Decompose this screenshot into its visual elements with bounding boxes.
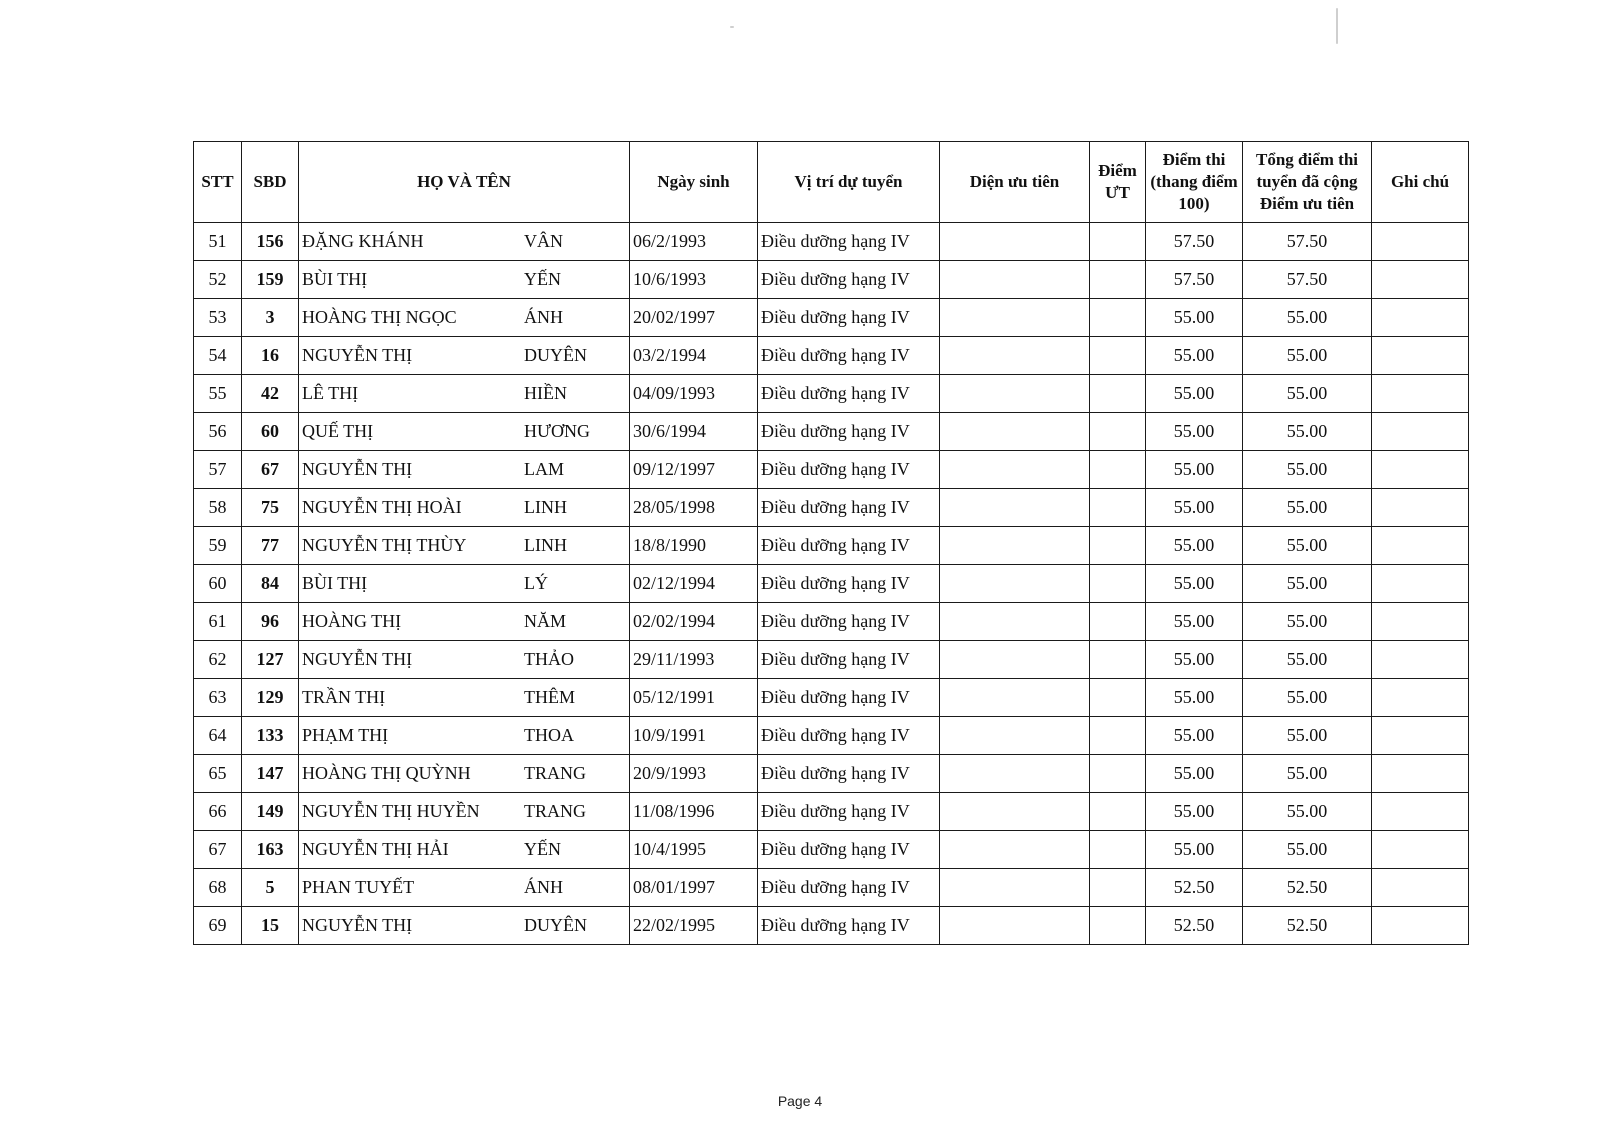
cell-sbd: 127 <box>242 641 299 679</box>
cell-ngay-sinh: 11/08/1996 <box>630 793 758 831</box>
cell-stt: 54 <box>194 337 242 375</box>
cell-sbd: 84 <box>242 565 299 603</box>
cell-diem-ut <box>1090 869 1146 907</box>
cell-ho: TRẦN THỊ <box>302 687 386 707</box>
cell-ho: NGUYỄN THỊ <box>302 649 413 669</box>
cell-tong-diem: 55.00 <box>1243 375 1372 413</box>
cell-stt: 60 <box>194 565 242 603</box>
cell-ten: THẢO <box>524 649 574 669</box>
cell-ho: HOÀNG THỊ <box>302 611 402 631</box>
cell-ngay-sinh: 18/8/1990 <box>630 527 758 565</box>
cell-diem-thi: 55.00 <box>1146 679 1243 717</box>
table-row <box>194 489 1469 527</box>
cell-ghi-chu <box>1372 869 1469 907</box>
cell-ho: QUẾ THỊ <box>302 421 374 441</box>
cell-tong-diem: 52.50 <box>1243 869 1372 907</box>
cell-diem-thi: 55.00 <box>1146 831 1243 869</box>
table-row <box>194 603 1469 641</box>
table-row <box>194 755 1469 793</box>
cell-stt: 66 <box>194 793 242 831</box>
cell-diem-thi: 55.00 <box>1146 717 1243 755</box>
table-row <box>194 223 1469 261</box>
cell-diem-thi: 55.00 <box>1146 375 1243 413</box>
cell-ten: YẾN <box>524 269 561 289</box>
cell-vi-tri: Điều dưỡng hạng IV <box>758 337 940 375</box>
cell-diem-thi: 55.00 <box>1146 451 1243 489</box>
cell-ho: LÊ THỊ <box>302 383 359 403</box>
cell-diem-ut <box>1090 831 1146 869</box>
cell-ghi-chu <box>1372 451 1469 489</box>
cell-tong-diem: 55.00 <box>1243 565 1372 603</box>
table-row <box>194 679 1469 717</box>
cell-dien-uu-tien <box>940 337 1090 375</box>
table-row <box>194 641 1469 679</box>
cell-ghi-chu <box>1372 717 1469 755</box>
cell-sbd: 16 <box>242 337 299 375</box>
cell-ho-va-ten <box>299 299 630 337</box>
cell-tong-diem: 55.00 <box>1243 527 1372 565</box>
cell-diem-ut <box>1090 489 1146 527</box>
cell-diem-ut <box>1090 451 1146 489</box>
cell-tong-diem: 55.00 <box>1243 451 1372 489</box>
results-table <box>193 141 1469 945</box>
cell-ho-va-ten <box>299 641 630 679</box>
cell-ten: LINH <box>524 497 567 517</box>
cell-dien-uu-tien <box>940 565 1090 603</box>
cell-ho-va-ten <box>299 261 630 299</box>
cell-ten: HƯƠNG <box>524 421 590 441</box>
cell-ho-va-ten <box>299 489 630 527</box>
cell-ngay-sinh: 22/02/1995 <box>630 907 758 945</box>
cell-ho: BÙI THỊ <box>302 573 368 593</box>
cell-diem-thi: 55.00 <box>1146 299 1243 337</box>
cell-dien-uu-tien <box>940 299 1090 337</box>
cell-sbd: 67 <box>242 451 299 489</box>
cell-vi-tri: Điều dưỡng hạng IV <box>758 869 940 907</box>
cell-stt: 58 <box>194 489 242 527</box>
cell-ngay-sinh: 04/09/1993 <box>630 375 758 413</box>
cell-tong-diem: 57.50 <box>1243 261 1372 299</box>
cell-ghi-chu <box>1372 907 1469 945</box>
cell-ngay-sinh: 10/4/1995 <box>630 831 758 869</box>
header-vi-tri: Vị trí dự tuyển <box>758 142 940 223</box>
cell-dien-uu-tien <box>940 223 1090 261</box>
cell-ho-va-ten <box>299 565 630 603</box>
cell-vi-tri: Điều dưỡng hạng IV <box>758 565 940 603</box>
cell-ho: NGUYỄN THỊ HOÀI <box>302 497 462 517</box>
cell-tong-diem: 57.50 <box>1243 223 1372 261</box>
cell-sbd: 96 <box>242 603 299 641</box>
scan-speck <box>730 26 734 28</box>
cell-ghi-chu <box>1372 831 1469 869</box>
cell-vi-tri: Điều dưỡng hạng IV <box>758 907 940 945</box>
cell-tong-diem: 55.00 <box>1243 337 1372 375</box>
cell-vi-tri: Điều dưỡng hạng IV <box>758 261 940 299</box>
cell-ho-va-ten <box>299 527 630 565</box>
cell-dien-uu-tien <box>940 869 1090 907</box>
cell-ngay-sinh: 29/11/1993 <box>630 641 758 679</box>
cell-ho: NGUYỄN THỊ <box>302 459 413 479</box>
cell-ho: HOÀNG THỊ QUỲNH <box>302 763 471 783</box>
cell-vi-tri: Điều dưỡng hạng IV <box>758 755 940 793</box>
cell-tong-diem: 55.00 <box>1243 641 1372 679</box>
cell-tong-diem: 55.00 <box>1243 413 1372 451</box>
header-ho-va-ten: HỌ VÀ TÊN <box>299 142 630 223</box>
cell-diem-ut <box>1090 375 1146 413</box>
table-row <box>194 337 1469 375</box>
cell-dien-uu-tien <box>940 489 1090 527</box>
cell-stt: 68 <box>194 869 242 907</box>
cell-diem-ut <box>1090 413 1146 451</box>
cell-ngay-sinh: 10/9/1991 <box>630 717 758 755</box>
cell-ten: THÊM <box>524 687 575 707</box>
cell-diem-thi: 52.50 <box>1146 907 1243 945</box>
cell-tong-diem: 55.00 <box>1243 793 1372 831</box>
cell-ghi-chu <box>1372 299 1469 337</box>
cell-ten: VÂN <box>524 231 563 251</box>
cell-vi-tri: Điều dưỡng hạng IV <box>758 299 940 337</box>
cell-ho-va-ten <box>299 413 630 451</box>
cell-diem-ut <box>1090 793 1146 831</box>
cell-dien-uu-tien <box>940 793 1090 831</box>
table-row <box>194 717 1469 755</box>
cell-tong-diem: 52.50 <box>1243 907 1372 945</box>
table-row <box>194 793 1469 831</box>
cell-dien-uu-tien <box>940 413 1090 451</box>
cell-ten: TRANG <box>524 801 586 821</box>
cell-vi-tri: Điều dưỡng hạng IV <box>758 831 940 869</box>
table-row <box>194 451 1469 489</box>
cell-dien-uu-tien <box>940 679 1090 717</box>
cell-sbd: 133 <box>242 717 299 755</box>
cell-stt: 55 <box>194 375 242 413</box>
cell-ten: DUYÊN <box>524 345 587 365</box>
cell-stt: 65 <box>194 755 242 793</box>
cell-vi-tri: Điều dưỡng hạng IV <box>758 413 940 451</box>
cell-vi-tri: Điều dưỡng hạng IV <box>758 717 940 755</box>
cell-ngay-sinh: 10/6/1993 <box>630 261 758 299</box>
cell-diem-ut <box>1090 603 1146 641</box>
cell-stt: 53 <box>194 299 242 337</box>
cell-ngay-sinh: 03/2/1994 <box>630 337 758 375</box>
cell-ho-va-ten <box>299 831 630 869</box>
cell-stt: 59 <box>194 527 242 565</box>
table-row <box>194 261 1469 299</box>
cell-ghi-chu <box>1372 337 1469 375</box>
cell-ho-va-ten <box>299 223 630 261</box>
cell-diem-thi: 55.00 <box>1146 641 1243 679</box>
cell-sbd: 5 <box>242 869 299 907</box>
cell-sbd: 156 <box>242 223 299 261</box>
table-row <box>194 413 1469 451</box>
cell-stt: 69 <box>194 907 242 945</box>
cell-ho-va-ten <box>299 375 630 413</box>
cell-ngay-sinh: 20/9/1993 <box>630 755 758 793</box>
cell-stt: 64 <box>194 717 242 755</box>
cell-ghi-chu <box>1372 793 1469 831</box>
cell-diem-thi: 55.00 <box>1146 793 1243 831</box>
cell-ten: ÁNH <box>524 877 563 897</box>
cell-diem-thi: 52.50 <box>1146 869 1243 907</box>
cell-ho-va-ten <box>299 337 630 375</box>
table-row <box>194 907 1469 945</box>
header-dien-uu-tien: Diện ưu tiên <box>940 142 1090 223</box>
cell-diem-thi: 55.00 <box>1146 755 1243 793</box>
cell-tong-diem: 55.00 <box>1243 717 1372 755</box>
cell-ghi-chu <box>1372 565 1469 603</box>
cell-ho: NGUYỄN THỊ <box>302 345 413 365</box>
cell-ngay-sinh: 30/6/1994 <box>630 413 758 451</box>
cell-sbd: 77 <box>242 527 299 565</box>
cell-stt: 56 <box>194 413 242 451</box>
cell-diem-ut <box>1090 641 1146 679</box>
cell-sbd: 159 <box>242 261 299 299</box>
cell-tong-diem: 55.00 <box>1243 299 1372 337</box>
cell-ngay-sinh: 08/01/1997 <box>630 869 758 907</box>
cell-ten: YẾN <box>524 839 561 859</box>
cell-ngay-sinh: 28/05/1998 <box>630 489 758 527</box>
table-row <box>194 527 1469 565</box>
cell-diem-thi: 55.00 <box>1146 603 1243 641</box>
cell-diem-ut <box>1090 261 1146 299</box>
cell-sbd: 15 <box>242 907 299 945</box>
cell-ho-va-ten <box>299 679 630 717</box>
cell-tong-diem: 55.00 <box>1243 755 1372 793</box>
cell-ho-va-ten <box>299 717 630 755</box>
cell-ho-va-ten <box>299 603 630 641</box>
header-stt: STT <box>194 142 242 223</box>
cell-ho: PHẠM THỊ <box>302 725 389 745</box>
cell-diem-thi: 57.50 <box>1146 223 1243 261</box>
cell-ho: BÙI THỊ <box>302 269 368 289</box>
table-row <box>194 375 1469 413</box>
cell-vi-tri: Điều dưỡng hạng IV <box>758 451 940 489</box>
cell-dien-uu-tien <box>940 641 1090 679</box>
cell-tong-diem: 55.00 <box>1243 603 1372 641</box>
cell-ho: NGUYỄN THỊ HUYỀN <box>302 801 480 821</box>
cell-ho-va-ten <box>299 451 630 489</box>
cell-dien-uu-tien <box>940 831 1090 869</box>
cell-ghi-chu <box>1372 755 1469 793</box>
cell-ghi-chu <box>1372 375 1469 413</box>
cell-ngay-sinh: 06/2/1993 <box>630 223 758 261</box>
cell-vi-tri: Điều dưỡng hạng IV <box>758 641 940 679</box>
cell-ho-va-ten <box>299 869 630 907</box>
cell-diem-thi: 55.00 <box>1146 565 1243 603</box>
cell-dien-uu-tien <box>940 907 1090 945</box>
cell-diem-thi: 55.00 <box>1146 489 1243 527</box>
cell-sbd: 3 <box>242 299 299 337</box>
cell-ngay-sinh: 05/12/1991 <box>630 679 758 717</box>
cell-sbd: 60 <box>242 413 299 451</box>
cell-diem-ut <box>1090 717 1146 755</box>
cell-sbd: 163 <box>242 831 299 869</box>
cell-ho-va-ten <box>299 755 630 793</box>
cell-stt: 51 <box>194 223 242 261</box>
table-body <box>194 223 1469 945</box>
cell-vi-tri: Điều dưỡng hạng IV <box>758 527 940 565</box>
table-row <box>194 831 1469 869</box>
cell-dien-uu-tien <box>940 603 1090 641</box>
cell-ten: ÁNH <box>524 307 563 327</box>
cell-sbd: 42 <box>242 375 299 413</box>
cell-stt: 57 <box>194 451 242 489</box>
cell-vi-tri: Điều dưỡng hạng IV <box>758 489 940 527</box>
cell-sbd: 147 <box>242 755 299 793</box>
cell-ten: LINH <box>524 535 567 555</box>
cell-vi-tri: Điều dưỡng hạng IV <box>758 223 940 261</box>
cell-ghi-chu <box>1372 679 1469 717</box>
cell-diem-ut <box>1090 907 1146 945</box>
cell-ho: HOÀNG THỊ NGỌC <box>302 307 457 327</box>
cell-stt: 67 <box>194 831 242 869</box>
table-row <box>194 565 1469 603</box>
cell-stt: 52 <box>194 261 242 299</box>
cell-diem-ut <box>1090 223 1146 261</box>
cell-ten: LÝ <box>524 573 548 593</box>
cell-dien-uu-tien <box>940 717 1090 755</box>
cell-ghi-chu <box>1372 489 1469 527</box>
cell-vi-tri: Điều dưỡng hạng IV <box>758 793 940 831</box>
cell-ten: THOA <box>524 725 574 745</box>
cell-ho: ĐẶNG KHÁNH <box>302 231 424 251</box>
cell-ten: HIỀN <box>524 383 567 403</box>
cell-tong-diem: 55.00 <box>1243 489 1372 527</box>
header-ngay-sinh: Ngày sinh <box>630 142 758 223</box>
scan-speck <box>1336 8 1338 44</box>
cell-vi-tri: Điều dưỡng hạng IV <box>758 603 940 641</box>
cell-vi-tri: Điều dưỡng hạng IV <box>758 375 940 413</box>
cell-stt: 62 <box>194 641 242 679</box>
header-diem-thi: Điểm thi (thang điểm 100) <box>1146 142 1243 223</box>
cell-diem-thi: 55.00 <box>1146 337 1243 375</box>
cell-tong-diem: 55.00 <box>1243 831 1372 869</box>
cell-diem-ut <box>1090 337 1146 375</box>
cell-ho: NGUYỄN THỊ THÙY <box>302 535 467 555</box>
cell-ghi-chu <box>1372 223 1469 261</box>
cell-diem-thi: 55.00 <box>1146 527 1243 565</box>
cell-diem-ut <box>1090 679 1146 717</box>
cell-diem-thi: 57.50 <box>1146 261 1243 299</box>
cell-dien-uu-tien <box>940 261 1090 299</box>
cell-ten: TRANG <box>524 763 586 783</box>
table-row <box>194 299 1469 337</box>
cell-diem-ut <box>1090 565 1146 603</box>
cell-ho: NGUYỄN THỊ HẢI <box>302 839 449 859</box>
cell-sbd: 129 <box>242 679 299 717</box>
cell-sbd: 149 <box>242 793 299 831</box>
page-number: Page 4 <box>777 1093 823 1109</box>
cell-diem-ut <box>1090 299 1146 337</box>
header-tong-diem: Tổng điểm thi tuyển đã cộng Điểm ưu tiên <box>1243 142 1372 223</box>
header-sbd: SBD <box>242 142 299 223</box>
header-diem-ut: Điểm ƯT <box>1090 142 1146 223</box>
cell-stt: 63 <box>194 679 242 717</box>
cell-ghi-chu <box>1372 261 1469 299</box>
cell-stt: 61 <box>194 603 242 641</box>
cell-diem-thi: 55.00 <box>1146 413 1243 451</box>
cell-ho: NGUYỄN THỊ <box>302 915 413 935</box>
table-header <box>194 142 1469 223</box>
cell-ghi-chu <box>1372 527 1469 565</box>
cell-ghi-chu <box>1372 641 1469 679</box>
cell-tong-diem: 55.00 <box>1243 679 1372 717</box>
cell-ten: LAM <box>524 459 564 479</box>
cell-ho-va-ten <box>299 793 630 831</box>
cell-ghi-chu <box>1372 603 1469 641</box>
cell-ngay-sinh: 02/12/1994 <box>630 565 758 603</box>
cell-ngay-sinh: 20/02/1997 <box>630 299 758 337</box>
cell-ten: DUYÊN <box>524 915 587 935</box>
cell-ho: PHAN TUYẾT <box>302 877 415 897</box>
cell-ho-va-ten <box>299 907 630 945</box>
cell-sbd: 75 <box>242 489 299 527</box>
cell-ghi-chu <box>1372 413 1469 451</box>
cell-diem-ut <box>1090 755 1146 793</box>
cell-dien-uu-tien <box>940 755 1090 793</box>
header-ghi-chu: Ghi chú <box>1372 142 1469 223</box>
cell-ngay-sinh: 02/02/1994 <box>630 603 758 641</box>
cell-vi-tri: Điều dưỡng hạng IV <box>758 679 940 717</box>
cell-diem-ut <box>1090 527 1146 565</box>
cell-dien-uu-tien <box>940 375 1090 413</box>
cell-dien-uu-tien <box>940 451 1090 489</box>
cell-ten: NĂM <box>524 611 567 631</box>
table-row <box>194 869 1469 907</box>
cell-ngay-sinh: 09/12/1997 <box>630 451 758 489</box>
cell-dien-uu-tien <box>940 527 1090 565</box>
